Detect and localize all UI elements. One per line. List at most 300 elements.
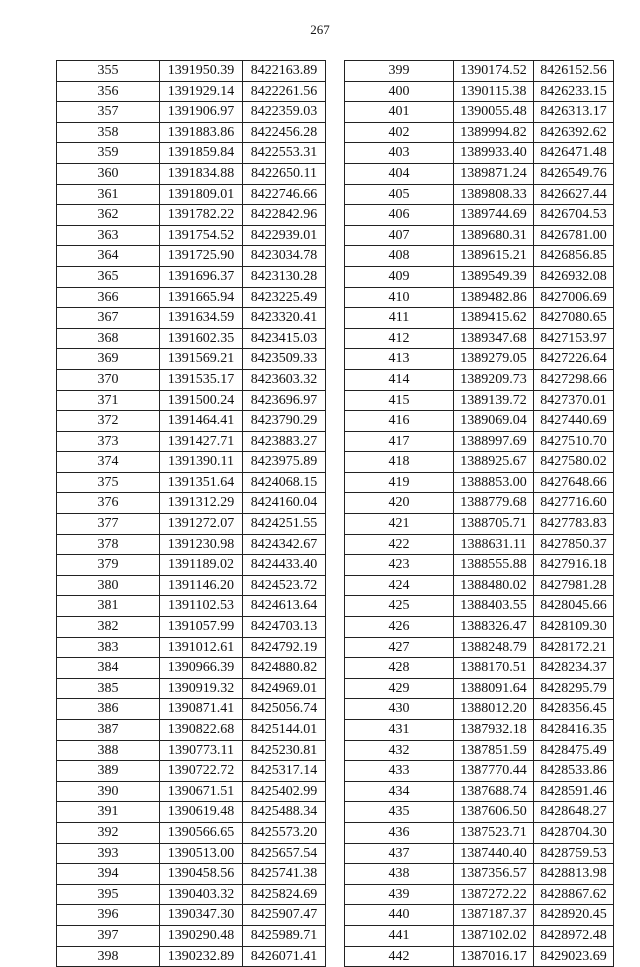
point-number-cell: 414 <box>345 369 454 390</box>
x-coordinate-cell: 1390671.51 <box>160 781 243 802</box>
x-coordinate-cell: 1389994.82 <box>454 122 534 143</box>
point-number-cell: 371 <box>57 390 160 411</box>
point-number-cell: 410 <box>345 287 454 308</box>
x-coordinate-cell: 1391427.71 <box>160 431 243 452</box>
table-row <box>345 349 614 370</box>
table-row <box>57 905 326 926</box>
point-number-cell: 441 <box>345 925 454 946</box>
x-coordinate-cell: 1391696.37 <box>160 266 243 287</box>
y-coordinate-cell: 8425488.34 <box>243 802 326 823</box>
table-row <box>345 369 614 390</box>
table-row <box>57 246 326 267</box>
table-row <box>345 493 614 514</box>
y-coordinate-cell: 8427850.37 <box>534 534 614 555</box>
table-row <box>57 122 326 143</box>
point-number-cell: 380 <box>57 575 160 596</box>
x-coordinate-cell: 1391057.99 <box>160 617 243 638</box>
point-number-cell: 356 <box>57 81 160 102</box>
point-number-cell: 373 <box>57 431 160 452</box>
point-number-cell: 426 <box>345 617 454 638</box>
table-row <box>345 843 614 864</box>
table-row <box>57 472 326 493</box>
table-row <box>57 884 326 905</box>
y-coordinate-cell: 8427580.02 <box>534 452 614 473</box>
x-coordinate-cell: 1390871.41 <box>160 699 243 720</box>
coordinates-table-left <box>56 60 326 967</box>
y-coordinate-cell: 8426471.48 <box>534 143 614 164</box>
y-coordinate-cell: 8422261.56 <box>243 81 326 102</box>
y-coordinate-cell: 8424251.55 <box>243 514 326 535</box>
point-number-cell: 375 <box>57 472 160 493</box>
y-coordinate-cell: 8422650.11 <box>243 163 326 184</box>
point-number-cell: 419 <box>345 472 454 493</box>
x-coordinate-cell: 1389415.62 <box>454 308 534 329</box>
point-number-cell: 374 <box>57 452 160 473</box>
table-row <box>345 122 614 143</box>
y-coordinate-cell: 8426627.44 <box>534 184 614 205</box>
y-coordinate-cell: 8426313.17 <box>534 102 614 123</box>
x-coordinate-cell: 1391272.07 <box>160 514 243 535</box>
y-coordinate-cell: 8427716.60 <box>534 493 614 514</box>
y-coordinate-cell: 8428172.21 <box>534 637 614 658</box>
y-coordinate-cell: 8428920.45 <box>534 905 614 926</box>
y-coordinate-cell: 8425907.47 <box>243 905 326 926</box>
point-number-cell: 435 <box>345 802 454 823</box>
table-row <box>57 143 326 164</box>
x-coordinate-cell: 1390919.32 <box>160 678 243 699</box>
y-coordinate-cell: 8422842.96 <box>243 205 326 226</box>
table-body <box>345 61 614 967</box>
table-row <box>57 555 326 576</box>
point-number-cell: 388 <box>57 740 160 761</box>
x-coordinate-cell: 1391102.53 <box>160 596 243 617</box>
x-coordinate-cell: 1391464.41 <box>160 411 243 432</box>
x-coordinate-cell: 1391351.64 <box>160 472 243 493</box>
table-row <box>345 617 614 638</box>
y-coordinate-cell: 8426781.00 <box>534 225 614 246</box>
point-number-cell: 357 <box>57 102 160 123</box>
x-coordinate-cell: 1390174.52 <box>454 61 534 82</box>
x-coordinate-cell: 1391929.14 <box>160 81 243 102</box>
y-coordinate-cell: 8424068.15 <box>243 472 326 493</box>
table-row <box>345 328 614 349</box>
table-row <box>57 720 326 741</box>
table-row <box>57 864 326 885</box>
x-coordinate-cell: 1390566.65 <box>160 822 243 843</box>
point-number-cell: 417 <box>345 431 454 452</box>
table-row <box>57 946 326 967</box>
point-number-cell: 406 <box>345 205 454 226</box>
table-row <box>345 534 614 555</box>
y-coordinate-cell: 8426704.53 <box>534 205 614 226</box>
point-number-cell: 359 <box>57 143 160 164</box>
y-coordinate-cell: 8427226.64 <box>534 349 614 370</box>
y-coordinate-cell: 8422746.66 <box>243 184 326 205</box>
point-number-cell: 392 <box>57 822 160 843</box>
x-coordinate-cell: 1390822.68 <box>160 720 243 741</box>
x-coordinate-cell: 1387016.17 <box>454 946 534 967</box>
y-coordinate-cell: 8426152.56 <box>534 61 614 82</box>
y-coordinate-cell: 8423130.28 <box>243 266 326 287</box>
x-coordinate-cell: 1387187.37 <box>454 905 534 926</box>
x-coordinate-cell: 1391754.52 <box>160 225 243 246</box>
point-number-cell: 381 <box>57 596 160 617</box>
table-row <box>345 308 614 329</box>
x-coordinate-cell: 1391189.02 <box>160 555 243 576</box>
table-row <box>345 163 614 184</box>
point-number-cell: 387 <box>57 720 160 741</box>
point-number-cell: 425 <box>345 596 454 617</box>
y-coordinate-cell: 8425056.74 <box>243 699 326 720</box>
table-row <box>345 822 614 843</box>
x-coordinate-cell: 1387272.22 <box>454 884 534 905</box>
point-number-cell: 383 <box>57 637 160 658</box>
y-coordinate-cell: 8425989.71 <box>243 925 326 946</box>
point-number-cell: 368 <box>57 328 160 349</box>
page-number: 267 <box>310 22 330 37</box>
x-coordinate-cell: 1391725.90 <box>160 246 243 267</box>
point-number-cell: 404 <box>345 163 454 184</box>
point-number-cell: 397 <box>57 925 160 946</box>
table-row <box>57 575 326 596</box>
x-coordinate-cell: 1388326.47 <box>454 617 534 638</box>
table-row <box>57 678 326 699</box>
y-coordinate-cell: 8423415.03 <box>243 328 326 349</box>
table-row <box>57 287 326 308</box>
x-coordinate-cell: 1391535.17 <box>160 369 243 390</box>
table-row <box>345 781 614 802</box>
table-row <box>57 81 326 102</box>
x-coordinate-cell: 1391312.29 <box>160 493 243 514</box>
table-row <box>345 637 614 658</box>
point-number-cell: 393 <box>57 843 160 864</box>
x-coordinate-cell: 1391634.59 <box>160 308 243 329</box>
x-coordinate-cell: 1388480.02 <box>454 575 534 596</box>
point-number-cell: 405 <box>345 184 454 205</box>
point-number-cell: 372 <box>57 411 160 432</box>
y-coordinate-cell: 8423975.89 <box>243 452 326 473</box>
y-coordinate-cell: 8424703.13 <box>243 617 326 638</box>
point-number-cell: 421 <box>345 514 454 535</box>
x-coordinate-cell: 1391834.88 <box>160 163 243 184</box>
y-coordinate-cell: 8424160.04 <box>243 493 326 514</box>
y-coordinate-cell: 8426856.85 <box>534 246 614 267</box>
x-coordinate-cell: 1391012.61 <box>160 637 243 658</box>
point-number-cell: 440 <box>345 905 454 926</box>
table-row <box>57 349 326 370</box>
y-coordinate-cell: 8424523.72 <box>243 575 326 596</box>
point-number-cell: 370 <box>57 369 160 390</box>
x-coordinate-cell: 1389680.31 <box>454 225 534 246</box>
x-coordinate-cell: 1387851.59 <box>454 740 534 761</box>
table-row <box>345 658 614 679</box>
table-row <box>57 781 326 802</box>
point-number-cell: 415 <box>345 390 454 411</box>
table-body <box>57 61 326 967</box>
x-coordinate-cell: 1391569.21 <box>160 349 243 370</box>
point-number-cell: 385 <box>57 678 160 699</box>
x-coordinate-cell: 1388997.69 <box>454 431 534 452</box>
point-number-cell: 376 <box>57 493 160 514</box>
y-coordinate-cell: 8423603.32 <box>243 369 326 390</box>
y-coordinate-cell: 8427981.28 <box>534 575 614 596</box>
point-number-cell: 423 <box>345 555 454 576</box>
table-row <box>345 431 614 452</box>
x-coordinate-cell: 1389808.33 <box>454 184 534 205</box>
table-row <box>345 596 614 617</box>
table-row <box>345 61 614 82</box>
table-row <box>345 287 614 308</box>
x-coordinate-cell: 1391950.39 <box>160 61 243 82</box>
point-number-cell: 386 <box>57 699 160 720</box>
table-row <box>57 514 326 535</box>
y-coordinate-cell: 8423883.27 <box>243 431 326 452</box>
table-row <box>57 843 326 864</box>
table-row <box>57 617 326 638</box>
point-number-cell: 412 <box>345 328 454 349</box>
y-coordinate-cell: 8425824.69 <box>243 884 326 905</box>
x-coordinate-cell: 1390055.48 <box>454 102 534 123</box>
y-coordinate-cell: 8423696.97 <box>243 390 326 411</box>
x-coordinate-cell: 1389069.04 <box>454 411 534 432</box>
point-number-cell: 407 <box>345 225 454 246</box>
y-coordinate-cell: 8427916.18 <box>534 555 614 576</box>
coordinates-table-right <box>344 60 614 967</box>
x-coordinate-cell: 1390458.56 <box>160 864 243 885</box>
table-row <box>345 143 614 164</box>
point-number-cell: 442 <box>345 946 454 967</box>
x-coordinate-cell: 1391883.86 <box>160 122 243 143</box>
point-number-cell: 377 <box>57 514 160 535</box>
x-coordinate-cell: 1391665.94 <box>160 287 243 308</box>
point-number-cell: 413 <box>345 349 454 370</box>
x-coordinate-cell: 1391230.98 <box>160 534 243 555</box>
x-coordinate-cell: 1390619.48 <box>160 802 243 823</box>
table-row <box>345 740 614 761</box>
point-number-cell: 420 <box>345 493 454 514</box>
table-row <box>57 308 326 329</box>
y-coordinate-cell: 8424792.19 <box>243 637 326 658</box>
y-coordinate-cell: 8422553.31 <box>243 143 326 164</box>
y-coordinate-cell: 8427370.01 <box>534 390 614 411</box>
table-row <box>345 575 614 596</box>
y-coordinate-cell: 8422456.28 <box>243 122 326 143</box>
x-coordinate-cell: 1391390.11 <box>160 452 243 473</box>
table-row <box>57 761 326 782</box>
point-number-cell: 402 <box>345 122 454 143</box>
table-row <box>57 699 326 720</box>
y-coordinate-cell: 8428591.46 <box>534 781 614 802</box>
x-coordinate-cell: 1389279.05 <box>454 349 534 370</box>
y-coordinate-cell: 8424969.01 <box>243 678 326 699</box>
x-coordinate-cell: 1389482.86 <box>454 287 534 308</box>
table-row <box>345 802 614 823</box>
point-number-cell: 399 <box>345 61 454 82</box>
table-row <box>57 102 326 123</box>
x-coordinate-cell: 1389871.24 <box>454 163 534 184</box>
x-coordinate-cell: 1390290.48 <box>160 925 243 946</box>
y-coordinate-cell: 8422939.01 <box>243 225 326 246</box>
y-coordinate-cell: 8427648.66 <box>534 472 614 493</box>
point-number-cell: 389 <box>57 761 160 782</box>
table-row <box>57 802 326 823</box>
point-number-cell: 366 <box>57 287 160 308</box>
table-row <box>57 205 326 226</box>
table-row <box>345 761 614 782</box>
table-row <box>57 163 326 184</box>
y-coordinate-cell: 8428813.98 <box>534 864 614 885</box>
table-row <box>345 555 614 576</box>
y-coordinate-cell: 8428234.37 <box>534 658 614 679</box>
point-number-cell: 382 <box>57 617 160 638</box>
point-number-cell: 355 <box>57 61 160 82</box>
y-coordinate-cell: 8428648.27 <box>534 802 614 823</box>
table-row <box>345 946 614 967</box>
y-coordinate-cell: 8427440.69 <box>534 411 614 432</box>
y-coordinate-cell: 8423225.49 <box>243 287 326 308</box>
table-row <box>57 925 326 946</box>
table-row <box>57 266 326 287</box>
point-number-cell: 398 <box>57 946 160 967</box>
point-number-cell: 432 <box>345 740 454 761</box>
point-number-cell: 429 <box>345 678 454 699</box>
y-coordinate-cell: 8423320.41 <box>243 308 326 329</box>
point-number-cell: 408 <box>345 246 454 267</box>
y-coordinate-cell: 8425741.38 <box>243 864 326 885</box>
x-coordinate-cell: 1389933.40 <box>454 143 534 164</box>
x-coordinate-cell: 1388555.88 <box>454 555 534 576</box>
y-coordinate-cell: 8428759.53 <box>534 843 614 864</box>
y-coordinate-cell: 8428295.79 <box>534 678 614 699</box>
point-number-cell: 434 <box>345 781 454 802</box>
x-coordinate-cell: 1389139.72 <box>454 390 534 411</box>
x-coordinate-cell: 1389549.39 <box>454 266 534 287</box>
y-coordinate-cell: 8426549.76 <box>534 163 614 184</box>
table-row <box>57 452 326 473</box>
y-coordinate-cell: 8423790.29 <box>243 411 326 432</box>
x-coordinate-cell: 1390722.72 <box>160 761 243 782</box>
point-number-cell: 367 <box>57 308 160 329</box>
table-row <box>345 514 614 535</box>
table-row <box>345 472 614 493</box>
x-coordinate-cell: 1390347.30 <box>160 905 243 926</box>
x-coordinate-cell: 1388705.71 <box>454 514 534 535</box>
y-coordinate-cell: 8424880.82 <box>243 658 326 679</box>
table-row <box>57 740 326 761</box>
table-row <box>345 925 614 946</box>
table-row <box>345 184 614 205</box>
table-row <box>345 205 614 226</box>
point-number-cell: 418 <box>345 452 454 473</box>
point-number-cell: 411 <box>345 308 454 329</box>
point-number-cell: 427 <box>345 637 454 658</box>
x-coordinate-cell: 1387770.44 <box>454 761 534 782</box>
table-row <box>345 81 614 102</box>
y-coordinate-cell: 8428475.49 <box>534 740 614 761</box>
x-coordinate-cell: 1391809.01 <box>160 184 243 205</box>
point-number-cell: 396 <box>57 905 160 926</box>
y-coordinate-cell: 8426071.41 <box>243 946 326 967</box>
x-coordinate-cell: 1391782.22 <box>160 205 243 226</box>
table-row <box>345 905 614 926</box>
y-coordinate-cell: 8424342.67 <box>243 534 326 555</box>
table-row <box>57 596 326 617</box>
x-coordinate-cell: 1391146.20 <box>160 575 243 596</box>
point-number-cell: 431 <box>345 720 454 741</box>
y-coordinate-cell: 8429023.69 <box>534 946 614 967</box>
x-coordinate-cell: 1388853.00 <box>454 472 534 493</box>
table-row <box>345 246 614 267</box>
x-coordinate-cell: 1390232.89 <box>160 946 243 967</box>
table-row <box>57 328 326 349</box>
point-number-cell: 401 <box>345 102 454 123</box>
x-coordinate-cell: 1387932.18 <box>454 720 534 741</box>
table-row <box>345 266 614 287</box>
point-number-cell: 428 <box>345 658 454 679</box>
y-coordinate-cell: 8425573.20 <box>243 822 326 843</box>
y-coordinate-cell: 8428867.62 <box>534 884 614 905</box>
y-coordinate-cell: 8428416.35 <box>534 720 614 741</box>
point-number-cell: 403 <box>345 143 454 164</box>
x-coordinate-cell: 1389744.69 <box>454 205 534 226</box>
x-coordinate-cell: 1388248.79 <box>454 637 534 658</box>
table-row <box>345 390 614 411</box>
table-row <box>345 102 614 123</box>
table-row <box>345 884 614 905</box>
x-coordinate-cell: 1388091.64 <box>454 678 534 699</box>
table-row <box>57 411 326 432</box>
point-number-cell: 362 <box>57 205 160 226</box>
y-coordinate-cell: 8424433.40 <box>243 555 326 576</box>
x-coordinate-cell: 1387356.57 <box>454 864 534 885</box>
x-coordinate-cell: 1387606.50 <box>454 802 534 823</box>
y-coordinate-cell: 8427153.97 <box>534 328 614 349</box>
x-coordinate-cell: 1390773.11 <box>160 740 243 761</box>
y-coordinate-cell: 8428109.30 <box>534 617 614 638</box>
point-number-cell: 379 <box>57 555 160 576</box>
y-coordinate-cell: 8425230.81 <box>243 740 326 761</box>
table-row <box>57 61 326 82</box>
x-coordinate-cell: 1388170.51 <box>454 658 534 679</box>
point-number-cell: 378 <box>57 534 160 555</box>
y-coordinate-cell: 8428533.86 <box>534 761 614 782</box>
x-coordinate-cell: 1389209.73 <box>454 369 534 390</box>
point-number-cell: 437 <box>345 843 454 864</box>
table-row <box>57 369 326 390</box>
y-coordinate-cell: 8426932.08 <box>534 266 614 287</box>
x-coordinate-cell: 1390403.32 <box>160 884 243 905</box>
x-coordinate-cell: 1388925.67 <box>454 452 534 473</box>
y-coordinate-cell: 8423034.78 <box>243 246 326 267</box>
point-number-cell: 433 <box>345 761 454 782</box>
point-number-cell: 400 <box>345 81 454 102</box>
y-coordinate-cell: 8428704.30 <box>534 822 614 843</box>
y-coordinate-cell: 8427006.69 <box>534 287 614 308</box>
x-coordinate-cell: 1391859.84 <box>160 143 243 164</box>
x-coordinate-cell: 1390966.39 <box>160 658 243 679</box>
x-coordinate-cell: 1388779.68 <box>454 493 534 514</box>
y-coordinate-cell: 8425144.01 <box>243 720 326 741</box>
point-number-cell: 384 <box>57 658 160 679</box>
table-row <box>345 225 614 246</box>
table-row <box>57 390 326 411</box>
point-number-cell: 436 <box>345 822 454 843</box>
x-coordinate-cell: 1387523.71 <box>454 822 534 843</box>
point-number-cell: 409 <box>345 266 454 287</box>
point-number-cell: 416 <box>345 411 454 432</box>
x-coordinate-cell: 1389347.68 <box>454 328 534 349</box>
y-coordinate-cell: 8427783.83 <box>534 514 614 535</box>
